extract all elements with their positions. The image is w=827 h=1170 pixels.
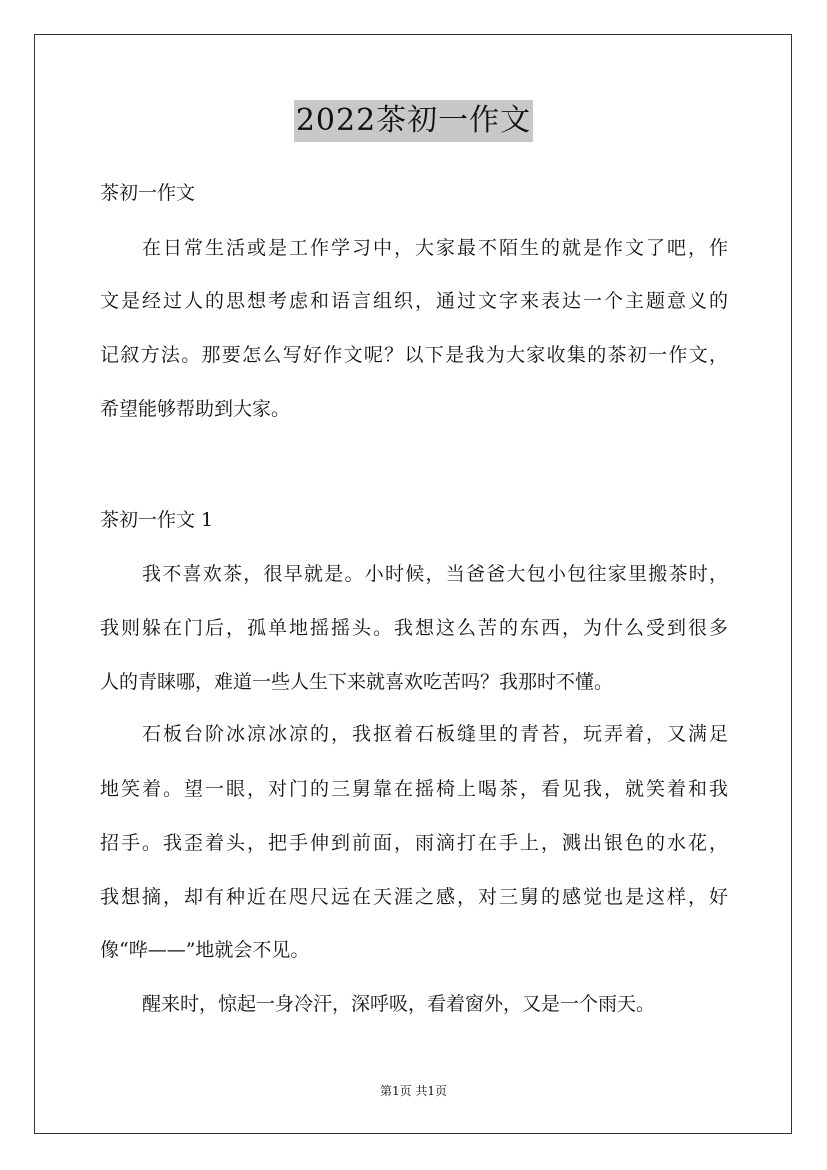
section-heading: 茶初一作文 1 bbox=[100, 509, 214, 531]
paragraph-line: 我则躲在门后，孤单地摇摇头。我想这么苦的东西，为什么受到很多 bbox=[100, 617, 728, 639]
section-heading: 茶初一作文 bbox=[100, 182, 196, 204]
paragraph-line: 招手。我歪着头，把手伸到前面，雨滴打在手上，溅出银色的水花， bbox=[100, 832, 728, 854]
document-title bbox=[0, 100, 827, 142]
paragraph-line: 石板台阶冰凉冰凉的，我抠着石板缝里的青苔，玩弄着，又满足 bbox=[142, 723, 728, 745]
document-title-text: 2022茶初一作文 bbox=[294, 100, 533, 142]
paragraph-line: 我不喜欢茶，很早就是。小时候，当爸爸大包小包往家里搬茶时， bbox=[142, 563, 728, 585]
paragraph-line: 醒来时，惊起一身冷汗，深呼吸，看着窗外，又是一个雨天。 bbox=[142, 993, 656, 1015]
paragraph-line: 像“哗——”地就会不见。 bbox=[100, 939, 310, 961]
paragraph-line: 在日常生活或是工作学习中，大家最不陌生的就是作文了吧，作 bbox=[142, 237, 728, 259]
paragraph-line: 我想摘，却有种近在咫尺远在天涯之感，对三舅的感觉也是这样，好 bbox=[100, 886, 728, 908]
page-footer: 第1页 共1页 bbox=[379, 1084, 448, 1098]
paragraph-line: 记叙方法。那要怎么写好作文呢？以下是我为大家收集的茶初一作文， bbox=[100, 344, 728, 366]
paragraph-line: 人的青睐哪，难道一些人生下来就喜欢吃苦吗？我那时不懂。 bbox=[100, 671, 614, 693]
paragraph-line: 希望能够帮助到大家。 bbox=[100, 398, 291, 420]
paragraph-line: 地笑着。望一眼，对门的三舅靠在摇椅上喝茶，看见我，就笑着和我 bbox=[100, 778, 728, 800]
paragraph-line: 文是经过人的思想考虑和语言组织，通过文字来表达一个主题意义的 bbox=[100, 290, 728, 312]
